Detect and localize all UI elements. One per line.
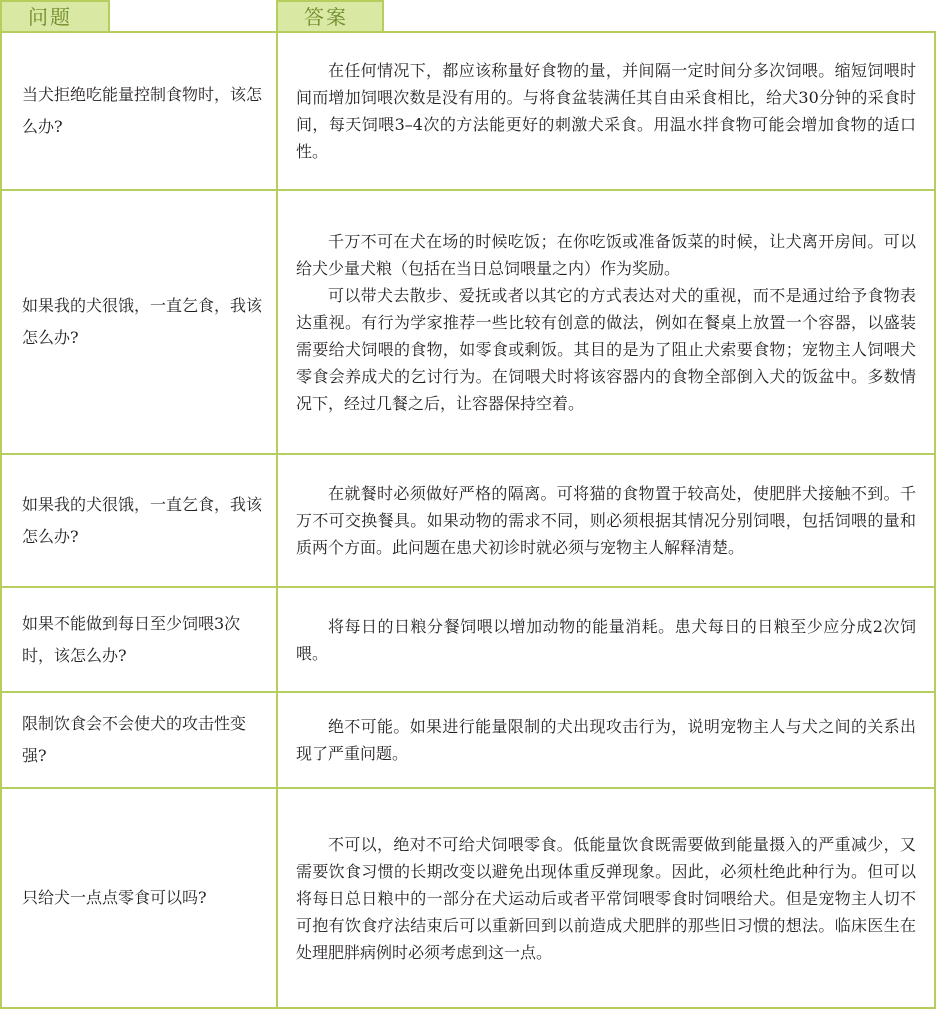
table-row [1, 587, 935, 692]
answer-paragraph: 绝不可能。如果进行能量限制的犬出现攻击行为，说明宠物主人与犬之间的关系出现了严重问题。 [296, 717, 916, 763]
answer-paragraph: 不可以，绝对不可给犬饲喂零食。低能量饮食既需要做到能量摄入的严重减少，又需要饮食习惯的长期改变以避免出现体重反弹现象。因此，必须杜绝此种行为。但可以将每日总日粮中的一部分在犬运动后或者平常饲喂零食时饲喂给犬。但是宠物主人切不可抱有饮食疗法结束后可以重新回到以前造成犬肥胖的那些旧习惯的想法。临床医生在处理肥胖病例时必须考虑到这一点。 [296, 834, 916, 962]
answer-cell [277, 587, 935, 692]
answer-cell [277, 32, 935, 190]
table-row [1, 692, 935, 788]
table-row [1, 190, 935, 454]
question-cell: 只给犬一点点零食可以吗? [1, 788, 277, 1008]
answer-cell [277, 788, 935, 1008]
question-cell: 限制饮食会不会使犬的攻击性变强? [1, 692, 277, 788]
table-row [1, 32, 935, 190]
answer-paragraph: 可以带犬去散步、爱抚或者以其它的方式表达对犬的重视，而不是通过给予食物表达重视。有行为学家推荐一些比较有创意的做法，例如在餐桌上放置一个容器，以盛装需要给犬饲喂的食物，如零食或剩饭。其目的是为了阻止犬索要食物；宠物主人饲喂犬零食会养成犬的乞讨行为。在饲喂犬时将该容器内的食物全部倒入犬的饭盆中。多数情况下，经过几餐之后，让容器保持空着。 [296, 285, 916, 413]
answer-cell [277, 454, 935, 587]
question-cell: 如果我的犬很饿，一直乞食，我该怎么办? [1, 454, 277, 587]
answer-cell [277, 692, 935, 788]
question-column-header: 问题 [0, 0, 110, 32]
table-row [1, 788, 935, 1008]
qa-table [0, 31, 936, 1009]
question-cell: 如果我的犬很饿，一直乞食，我该怎么办? [1, 190, 277, 454]
answer-paragraph: 在任何情况下，都应该称量好食物的量，并间隔一定时间分多次饲喂。缩短饲喂时间而增加饲喂次数是没有用的。与将食盆装满任其自由采食相比，给犬30分钟的采食时间，每天饲喂3–4次的方法能更好的刺激犬采食。用温水拌食物可能会增加食物的适口性。 [296, 61, 916, 161]
question-cell: 当犬拒绝吃能量控制食物时，该怎么办? [1, 32, 277, 190]
answer-column-header: 答案 [276, 0, 384, 32]
answer-cell [277, 190, 935, 454]
answer-paragraph: 在就餐时必须做好严格的隔离。可将猫的食物置于较高处，使肥胖犬接触不到。千万不可交换餐具。如果动物的需求不同，则必须根据其情况分别饲喂，包括饲喂的量和质两个方面。此问题在患犬初诊时就必须与宠物主人解释清楚。 [296, 484, 916, 557]
question-cell: 如果不能做到每日至少饲喂3次时，该怎么办? [1, 587, 277, 692]
answer-paragraph: 千万不可在犬在场的时候吃饭；在你吃饭或准备饭菜的时候，让犬离开房间。可以给犬少量犬粮（包括在当日总饲喂量之内）作为奖励。 [296, 231, 916, 278]
table-row [1, 454, 935, 587]
answer-paragraph: 将每日的日粮分餐饲喂以增加动物的能量消耗。患犬每日的日粮至少应分成2次饲喂。 [296, 616, 916, 663]
